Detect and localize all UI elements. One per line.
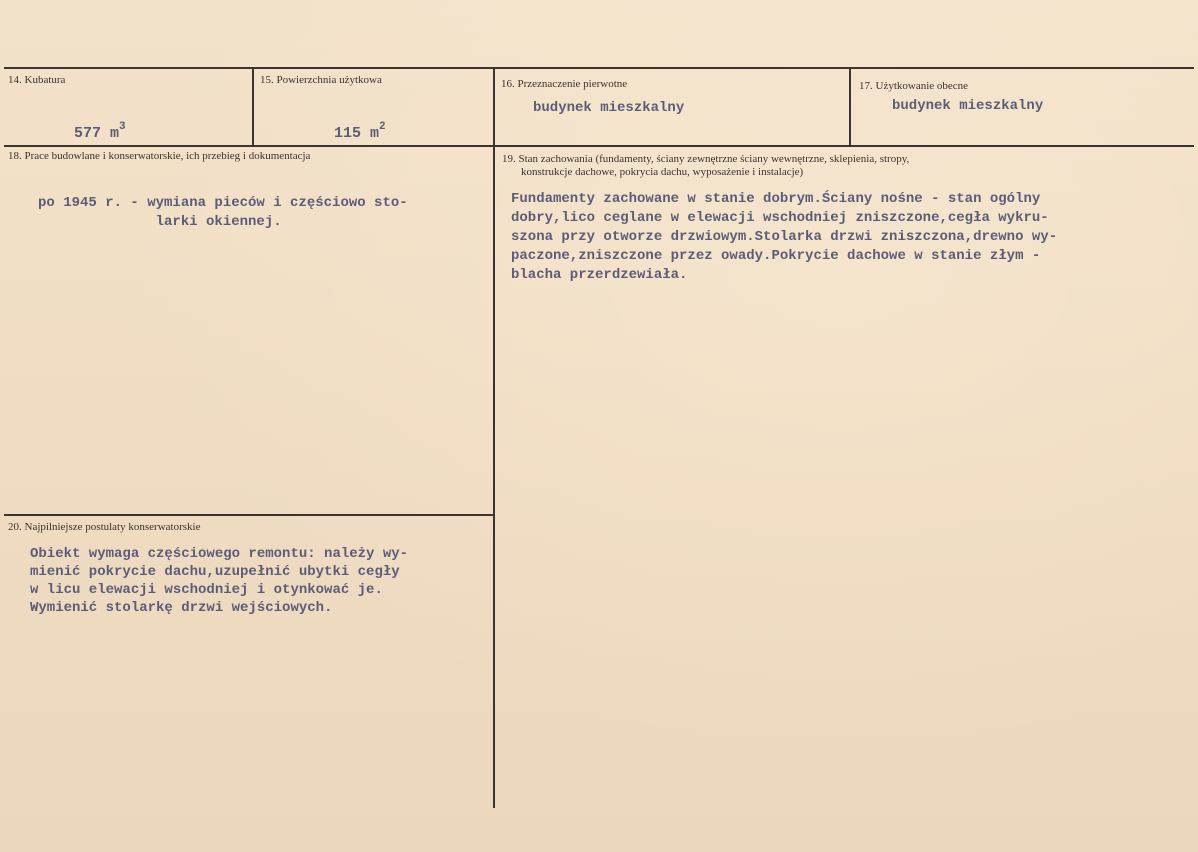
section-18-bottom-rule bbox=[4, 514, 494, 516]
field-14-number: 577 m bbox=[74, 125, 120, 142]
field-19-line-2: dobry,lico ceglane w elewacji wschodniej zniszczone,cegła wykru- bbox=[511, 210, 1049, 226]
field-18-line-1: po 1945 r. - wymiana pieców i częściowo sto- bbox=[38, 195, 408, 211]
header-bottom-rule bbox=[4, 145, 1194, 147]
field-20-line-4: Wymienić stolarkę drzwi wejściowych. bbox=[30, 600, 333, 616]
divider-15-16 bbox=[493, 68, 495, 808]
divider-14-15 bbox=[252, 68, 254, 146]
divider-16-17 bbox=[849, 68, 851, 146]
field-19-line-5: blacha przerdzewiała. bbox=[511, 267, 688, 283]
field-17-value: budynek mieszkalny bbox=[892, 98, 1044, 114]
field-19-line-3: szona przy otworze drzwiowym.Stolarka drzwi zniszczona,drewno wy- bbox=[511, 229, 1058, 245]
field-18-label: 18. Prace budowlane i konserwatorskie, ich przebieg i dokumentacja bbox=[8, 150, 311, 162]
field-20-line-2: mienić pokrycie dachu,uzupełnić ubytki cegły bbox=[30, 564, 400, 580]
field-16-label: 16. Przeznaczenie pierwotne bbox=[501, 78, 628, 90]
field-20-line-3: w licu elewacji wschodniej i otynkować je. bbox=[30, 582, 383, 598]
field-20-line-1: Obiekt wymaga częściowego remontu: należy wy- bbox=[30, 546, 409, 562]
top-rule bbox=[4, 67, 1194, 69]
field-15-unit-exponent: 2 bbox=[379, 121, 386, 133]
field-14-label: 14. Kubatura bbox=[8, 74, 66, 86]
field-20-label: 20. Najpilniejsze postulaty konserwatorskie bbox=[8, 521, 201, 533]
field-19-label-line-2: konstrukcje dachowe, pokrycia dachu, wyposażenie i instalacje) bbox=[521, 166, 804, 178]
field-18-line-2: larki okiennej. bbox=[38, 214, 282, 230]
field-17-label: 17. Użytkowanie obecne bbox=[859, 80, 969, 92]
field-19-line-1: Fundamenty zachowane w stanie dobrym.Ściany nośne - stan ogólny bbox=[511, 191, 1041, 207]
field-19-label-line-1: 19. Stan zachowania (fundamenty, ściany zewnętrzne ściany wewnętrzne, sklepienia, stropy, bbox=[502, 153, 910, 165]
field-15-value bbox=[298, 101, 386, 162]
field-16-value: budynek mieszkalny bbox=[533, 100, 685, 116]
field-14-unit-exponent: 3 bbox=[119, 121, 126, 133]
field-19-line-4: paczone,zniszczone przez owady.Pokrycie dachowe w stanie złym - bbox=[511, 248, 1041, 264]
field-15-label: 15. Powierzchnia użytkowa bbox=[260, 74, 382, 86]
field-15-number: 115 m bbox=[334, 125, 380, 142]
